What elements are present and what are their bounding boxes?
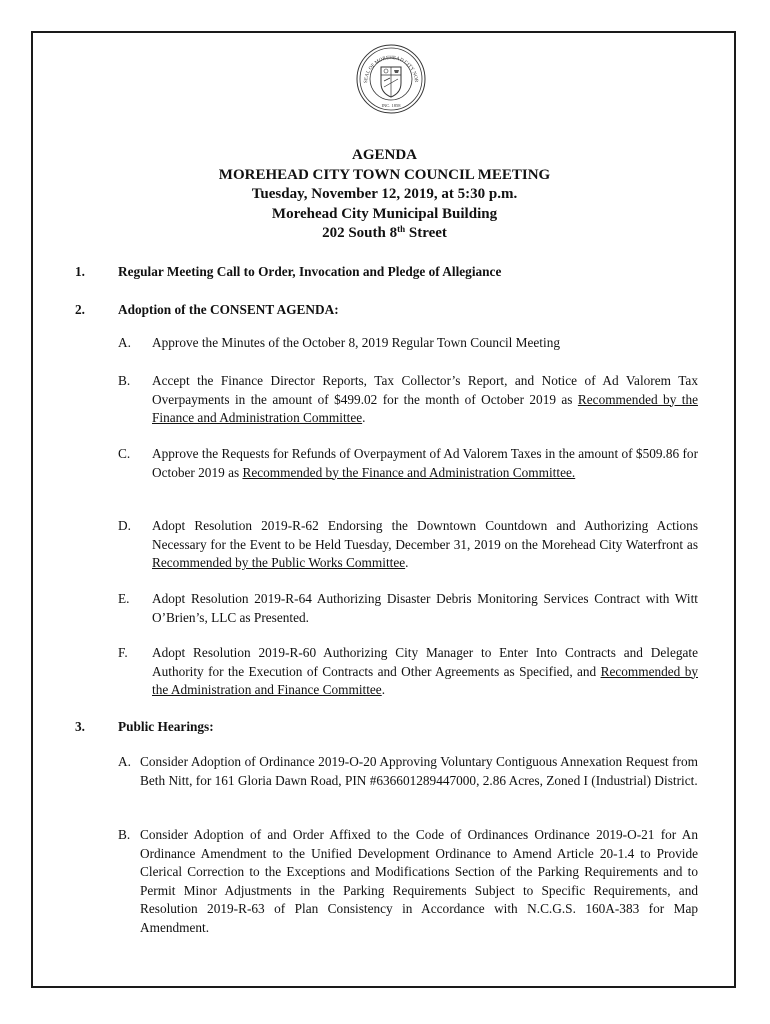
section-number: 1. bbox=[75, 264, 85, 279]
agenda-title: AGENDA bbox=[351, 147, 417, 163]
item-letter: B. bbox=[118, 827, 131, 842]
item-text: Accept the Finance Director Reports, Tax Collector’s Report, and Notice of Ad Valorem Tax Overpayments in the amount of $499.02 for the month of October 2019 as Recommended by the Finance and Administration Committee. bbox=[152, 373, 698, 425]
town-seal-icon bbox=[355, 43, 427, 115]
section-number: 3. bbox=[75, 719, 85, 734]
item-text: Approve the Requests for Refunds of Overpayment of Ad Valorem Taxes in the amount of $509.86 for October 2019 as Recommended by the Finance and Administration Committee. bbox=[152, 446, 698, 480]
section-title: Public Hearings: bbox=[118, 719, 214, 734]
seal-ring-text: SEAL OF MOREHEAD CITY NOR bbox=[363, 55, 419, 84]
meeting-name: MOREHEAD CITY TOWN COUNCIL MEETING bbox=[218, 166, 551, 183]
item-letter: A. bbox=[118, 335, 131, 350]
committee-recommendation: Recommended by the Finance and Administration Committee bbox=[152, 391, 698, 425]
item-letter: A. bbox=[118, 754, 131, 769]
agenda-header bbox=[33, 146, 736, 244]
item-letter: D. bbox=[118, 518, 131, 533]
item-text: Adopt Resolution 2019-R-60 Authorizing City Manager to Enter Into Contracts and Delegate Authority for the Execution of Contracts and Other Agreements as Specified, and Recommended by the Administration and Finance Committee. bbox=[152, 645, 698, 697]
hearing-item-a bbox=[118, 753, 698, 790]
committee-recommendation: Recommended by the Finance and Administration Committee. bbox=[242, 464, 576, 480]
committee-recommendation: Recommended by the Public Works Committee bbox=[152, 555, 406, 570]
seal-inc-text: INC. 1858 bbox=[381, 103, 401, 108]
committee-recommendation: Recommended by the Administration and Finance Committee bbox=[152, 663, 698, 697]
item-text: Adopt Resolution 2019-R-62 Endorsing the Downtown Countdown and Authorizing Actions Necessary for the Event to be Held Tuesday, December 31, 2019 on the Morehead City Waterfront as Recommended by the Public Works Committee. bbox=[152, 518, 698, 570]
section-title: Adoption of the CONSENT AGENDA: bbox=[118, 302, 339, 317]
item-letter: E. bbox=[118, 591, 130, 606]
consent-item-c bbox=[118, 445, 698, 482]
consent-item-e bbox=[118, 590, 698, 627]
section-title: Regular Meeting Call to Order, Invocation and Pledge of Allegiance bbox=[118, 264, 502, 279]
consent-item-b bbox=[118, 372, 698, 428]
item-text: Approve the Minutes of the October 8, 2019 Regular Town Council Meeting bbox=[152, 335, 560, 350]
section-number: 2. bbox=[75, 302, 85, 317]
meeting-venue: Morehead City Municipal Building bbox=[271, 205, 498, 222]
meeting-date: Tuesday, November 12, 2019, at 5:30 p.m. bbox=[251, 186, 518, 202]
item-text: Consider Adoption of and Order Affixed to the Code of Ordinances Ordinance 2019-O-21 for An Ordinance Amendment to the Unified Development Ordinance to Amend Article 20-1.4 to Provide Clerical Correction to the Exceptions and Modifications Section of the Parking Requirements and to Permit Minor Adjustments in the Parking Requirements Subject to Specific Requirements, and Resolution 2019-R-63 of Plan Consistency in Accordance with N.C.G.S. 160A-383 for Map Amendment. bbox=[140, 827, 698, 935]
item-letter: F. bbox=[118, 645, 128, 660]
consent-item-f bbox=[118, 644, 698, 700]
meeting-address: 202 South 8th Street bbox=[322, 224, 447, 241]
consent-item-d bbox=[118, 517, 698, 573]
hearing-item-b bbox=[118, 826, 698, 937]
item-text: Consider Adoption of Ordinance 2019-O-20 Approving Voluntary Contiguous Annexation Request from Beth Nitt, for 161 Gloria Dawn Road, PIN #636601289447000, 2.86 Acres, Zoned I (Industrial) District. bbox=[140, 754, 698, 788]
item-text: Adopt Resolution 2019-R-64 Authorizing Disaster Debris Monitoring Services Contract with Witt O’Brien’s, LLC as Presented. bbox=[152, 591, 698, 625]
item-letter: B. bbox=[118, 373, 131, 388]
item-letter: C. bbox=[118, 446, 131, 461]
consent-item-a bbox=[118, 334, 698, 353]
